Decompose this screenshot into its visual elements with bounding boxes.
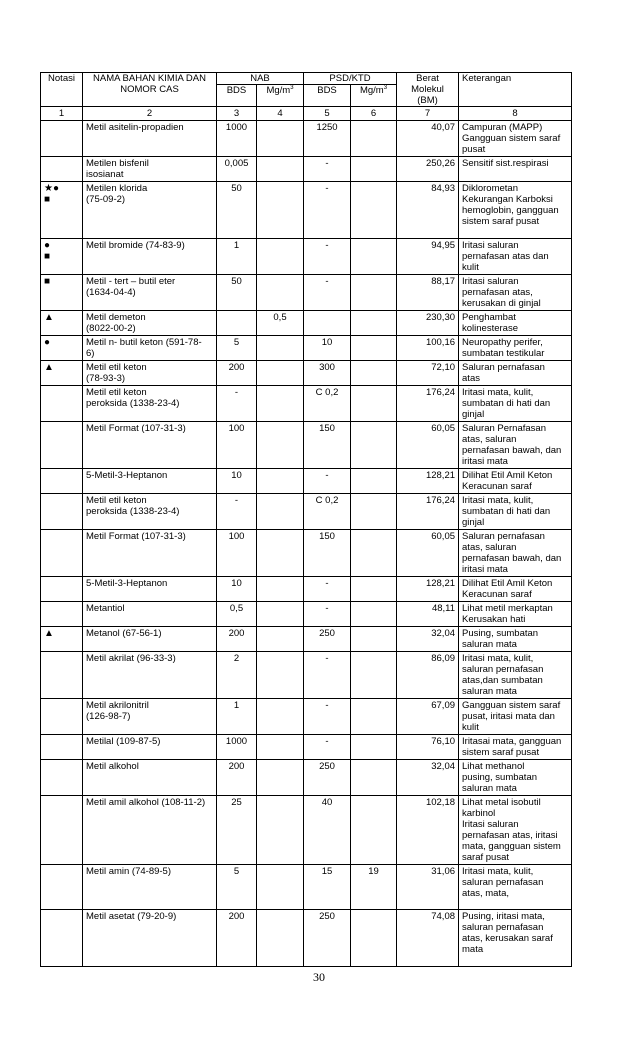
psd-bds-value: - xyxy=(304,182,351,239)
nab-mg-value: 0,5 xyxy=(257,311,304,336)
keterangan-cell: Iritasi mata, kulit, saluran pernafasan atas,dan sumbatan saluran mata xyxy=(459,652,572,699)
chemical-name: Metil alkohol xyxy=(83,760,217,796)
table-row xyxy=(41,627,572,652)
keterangan-cell: Pusing, sumbatan saluran mata xyxy=(459,627,572,652)
chemical-name: Metil Format (107-31-3) xyxy=(83,530,217,577)
nab-mg-value xyxy=(257,386,304,422)
molecular-weight: 94,95 xyxy=(397,239,459,275)
header-psd-mg xyxy=(351,85,397,107)
notasi-cell xyxy=(41,652,83,699)
molecular-weight: 86,09 xyxy=(397,652,459,699)
chemical-name: Metil amil alkohol (108-11-2) xyxy=(83,796,217,865)
psd-mg-value xyxy=(351,530,397,577)
psd-mg-value xyxy=(351,760,397,796)
psd-mg-value xyxy=(351,627,397,652)
keterangan-cell: Diklorometan Kekurangan Karboksi hemoglobin, gangguan sistem saraf pusat xyxy=(459,182,572,239)
nab-bds-value: 200 xyxy=(217,627,257,652)
psd-bds-value: 250 xyxy=(304,627,351,652)
nab-mg-value xyxy=(257,760,304,796)
psd-mg-value xyxy=(351,577,397,602)
chemical-name: Metil - tert – butil eter (1634-04-4) xyxy=(83,275,217,311)
nab-mg-value xyxy=(257,910,304,967)
keterangan-cell: Iritasi mata, kulit, sumbatan di hati dan ginjal xyxy=(459,386,572,422)
notasi-cell xyxy=(41,577,83,602)
header-nama: NAMA BAHAN KIMIA DAN NOMOR CAS xyxy=(83,73,217,107)
chemical-name: 5-Metil-3-Heptanon xyxy=(83,469,217,494)
nab-mg-value xyxy=(257,157,304,182)
table-row xyxy=(41,275,572,311)
nab-bds-value xyxy=(217,311,257,336)
table-row xyxy=(41,577,572,602)
psd-bds-value: - xyxy=(304,157,351,182)
psd-mg-value xyxy=(351,422,397,469)
nab-bds-value: 1 xyxy=(217,239,257,275)
psd-bds-value: 150 xyxy=(304,422,351,469)
header-nab-mg xyxy=(257,85,304,107)
nab-mg-value xyxy=(257,699,304,735)
molecular-weight: 88,17 xyxy=(397,275,459,311)
chemical-name: Metil n- butil keton (591-78- 6) xyxy=(83,336,217,361)
notasi-cell xyxy=(41,796,83,865)
keterangan-cell: Campuran (MAPP) Gangguan sistem saraf pusat xyxy=(459,121,572,157)
nab-mg-value xyxy=(257,494,304,530)
header-nab: NAB xyxy=(217,73,304,85)
notasi-cell xyxy=(41,157,83,182)
notasi-cell xyxy=(41,386,83,422)
molecular-weight: 32,04 xyxy=(397,760,459,796)
keterangan-cell: Dilihat Etil Amil Keton Keracunan saraf xyxy=(459,577,572,602)
nab-mg-value xyxy=(257,577,304,602)
nab-mg-value xyxy=(257,469,304,494)
psd-mg-value xyxy=(351,910,397,967)
notasi-cell: ● xyxy=(41,336,83,361)
psd-mg-value: 19 xyxy=(351,865,397,910)
nab-mg-value xyxy=(257,735,304,760)
psd-mg-value xyxy=(351,494,397,530)
psd-bds-value: 40 xyxy=(304,796,351,865)
notasi-cell: ▲ xyxy=(41,361,83,386)
unit-cube: 3 xyxy=(383,84,388,91)
keterangan-cell: Iritasi mata, kulit, saluran pernafasan atas, mata, xyxy=(459,865,572,910)
chemical-name: Metil Format (107-31-3) xyxy=(83,422,217,469)
unit-mg: Mg/m xyxy=(266,85,291,96)
nab-mg-value xyxy=(257,796,304,865)
notasi-cell xyxy=(41,494,83,530)
nab-bds-value: 10 xyxy=(217,469,257,494)
chemical-name: Metilen klorida (75-09-2) xyxy=(83,182,217,239)
nab-bds-value: 50 xyxy=(217,275,257,311)
header-keterangan: Keterangan xyxy=(459,73,572,107)
molecular-weight: 176,24 xyxy=(397,386,459,422)
keterangan-cell: Pusing, iritasi mata, saluran pernafasan atas, kerusakan saraf mata xyxy=(459,910,572,967)
nab-mg-value xyxy=(257,182,304,239)
notasi-cell: ■ xyxy=(41,275,83,311)
molecular-weight: 32,04 xyxy=(397,627,459,652)
keterangan-cell: Saluran Pernafasan atas, saluran pernafasan bawah, dan iritasi mata xyxy=(459,422,572,469)
keterangan-cell: Sensitif sist.respirasi xyxy=(459,157,572,182)
psd-mg-value xyxy=(351,157,397,182)
table-row xyxy=(41,311,572,336)
psd-mg-value xyxy=(351,121,397,157)
nab-mg-value xyxy=(257,121,304,157)
keterangan-cell: Iritasai mata, gangguan sistem saraf pusat xyxy=(459,735,572,760)
chemical-name: Metil amin (74-89-5) xyxy=(83,865,217,910)
chemical-name: Metil etil keton peroksida (1338-23-4) xyxy=(83,386,217,422)
header-notasi: Notasi xyxy=(41,73,83,107)
molecular-weight: 230,30 xyxy=(397,311,459,336)
psd-mg-value xyxy=(351,239,397,275)
notasi-cell xyxy=(41,865,83,910)
psd-bds-value: - xyxy=(304,602,351,627)
notasi-cell xyxy=(41,121,83,157)
psd-mg-value xyxy=(351,469,397,494)
column-number: 6 xyxy=(351,107,397,121)
nab-mg-value xyxy=(257,602,304,627)
notasi-cell xyxy=(41,530,83,577)
chemical-name: Metil demeton (8022-00-2) xyxy=(83,311,217,336)
nab-bds-value: 50 xyxy=(217,182,257,239)
notasi-cell: ▲ xyxy=(41,627,83,652)
molecular-weight: 128,21 xyxy=(397,577,459,602)
table-row xyxy=(41,796,572,865)
molecular-weight: 72,10 xyxy=(397,361,459,386)
header-nab-bds: BDS xyxy=(217,85,257,107)
keterangan-cell: Dilihat Etil Amil Keton Keracunan saraf xyxy=(459,469,572,494)
header-psd-bds: BDS xyxy=(304,85,351,107)
molecular-weight: 74,08 xyxy=(397,910,459,967)
keterangan-cell: Iritasi mata, kulit, sumbatan di hati dan ginjal xyxy=(459,494,572,530)
notasi-cell xyxy=(41,422,83,469)
psd-bds-value: C 0,2 xyxy=(304,494,351,530)
nab-mg-value xyxy=(257,275,304,311)
chemical-name: Metil asitelin-propadien xyxy=(83,121,217,157)
molecular-weight: 102,18 xyxy=(397,796,459,865)
nab-mg-value xyxy=(257,422,304,469)
molecular-weight: 48,11 xyxy=(397,602,459,627)
nab-bds-value: 1000 xyxy=(217,121,257,157)
nab-bds-value: 200 xyxy=(217,910,257,967)
chemical-name: Metilen bisfenil isosianat xyxy=(83,157,217,182)
nab-bds-value: 0,005 xyxy=(217,157,257,182)
molecular-weight: 128,21 xyxy=(397,469,459,494)
notasi-cell xyxy=(41,699,83,735)
notasi-cell xyxy=(41,760,83,796)
psd-mg-value xyxy=(351,275,397,311)
psd-mg-value xyxy=(351,311,397,336)
chemical-name: Metil akrilat (96-33-3) xyxy=(83,652,217,699)
column-number-row xyxy=(41,107,572,121)
table-row xyxy=(41,652,572,699)
molecular-weight: 250,26 xyxy=(397,157,459,182)
molecular-weight: 100,16 xyxy=(397,336,459,361)
chemical-name: Metantiol xyxy=(83,602,217,627)
psd-bds-value: 1250 xyxy=(304,121,351,157)
molecular-weight: 84,93 xyxy=(397,182,459,239)
keterangan-cell: Penghambat kolinesterase xyxy=(459,311,572,336)
nab-bds-value: 1 xyxy=(217,699,257,735)
molecular-weight: 67,09 xyxy=(397,699,459,735)
chemical-name: Metil etil keton (78-93-3) xyxy=(83,361,217,386)
keterangan-cell: Lihat methanol pusing, sumbatan saluran mata xyxy=(459,760,572,796)
nab-bds-value: 5 xyxy=(217,865,257,910)
chemical-table xyxy=(40,72,572,967)
nab-bds-value: 2 xyxy=(217,652,257,699)
table-body xyxy=(41,107,572,967)
psd-mg-value xyxy=(351,796,397,865)
psd-mg-value xyxy=(351,361,397,386)
table-row xyxy=(41,699,572,735)
psd-mg-value xyxy=(351,602,397,627)
table-row xyxy=(41,865,572,910)
table-row xyxy=(41,494,572,530)
chemical-name: Metil bromide (74-83-9) xyxy=(83,239,217,275)
column-number: 5 xyxy=(304,107,351,121)
header-row xyxy=(41,73,572,85)
nab-bds-value: 1000 xyxy=(217,735,257,760)
psd-bds-value: - xyxy=(304,699,351,735)
psd-mg-value xyxy=(351,336,397,361)
table-row xyxy=(41,121,572,157)
nab-mg-value xyxy=(257,627,304,652)
psd-bds-value: 250 xyxy=(304,760,351,796)
column-number: 8 xyxy=(459,107,572,121)
psd-bds-value: - xyxy=(304,735,351,760)
psd-bds-value: 15 xyxy=(304,865,351,910)
nab-bds-value: 200 xyxy=(217,361,257,386)
notasi-cell: ▲ xyxy=(41,311,83,336)
nab-bds-value: - xyxy=(217,386,257,422)
table-row xyxy=(41,735,572,760)
nab-bds-value: - xyxy=(217,494,257,530)
header-psd: PSD/KTD xyxy=(304,73,397,85)
psd-bds-value: - xyxy=(304,275,351,311)
table-row xyxy=(41,386,572,422)
nab-mg-value xyxy=(257,336,304,361)
page-number: 30 xyxy=(313,970,325,984)
table-row xyxy=(41,469,572,494)
nab-bds-value: 100 xyxy=(217,530,257,577)
chemical-name: Metilal (109-87-5) xyxy=(83,735,217,760)
keterangan-cell: Saluran pernafasan atas xyxy=(459,361,572,386)
table-row xyxy=(41,910,572,967)
unit-mg: Mg/m xyxy=(359,85,384,96)
psd-bds-value: - xyxy=(304,469,351,494)
psd-bds-value: 10 xyxy=(304,336,351,361)
psd-bds-value: - xyxy=(304,652,351,699)
nab-mg-value xyxy=(257,865,304,910)
psd-mg-value xyxy=(351,735,397,760)
notasi-cell: ★● ■ xyxy=(41,182,83,239)
molecular-weight: 76,10 xyxy=(397,735,459,760)
nab-mg-value xyxy=(257,239,304,275)
psd-bds-value: 300 xyxy=(304,361,351,386)
molecular-weight: 31,06 xyxy=(397,865,459,910)
notasi-cell xyxy=(41,735,83,760)
psd-bds-value: 250 xyxy=(304,910,351,967)
chemical-name: Metil etil keton peroksida (1338-23-4) xyxy=(83,494,217,530)
keterangan-cell: Saluran pernafasan atas, saluran pernafasan bawah, dan iritasi mata xyxy=(459,530,572,577)
keterangan-cell: Iritasi saluran pernafasan atas, kerusakan di ginjal xyxy=(459,275,572,311)
table-row xyxy=(41,760,572,796)
psd-bds-value: - xyxy=(304,577,351,602)
column-number: 2 xyxy=(83,107,217,121)
nab-bds-value: 200 xyxy=(217,760,257,796)
column-number: 4 xyxy=(257,107,304,121)
notasi-cell xyxy=(41,602,83,627)
column-number: 1 xyxy=(41,107,83,121)
column-number: 7 xyxy=(397,107,459,121)
table-row xyxy=(41,239,572,275)
molecular-weight: 176,24 xyxy=(397,494,459,530)
table-row xyxy=(41,361,572,386)
keterangan-cell: Gangguan sistem saraf pusat, iritasi mata dan kulit xyxy=(459,699,572,735)
column-number: 3 xyxy=(217,107,257,121)
table-row xyxy=(41,157,572,182)
table-row xyxy=(41,602,572,627)
table-row xyxy=(41,530,572,577)
nab-mg-value xyxy=(257,361,304,386)
nab-mg-value xyxy=(257,652,304,699)
nab-bds-value: 5 xyxy=(217,336,257,361)
chemical-name: Metanol (67-56-1) xyxy=(83,627,217,652)
nab-mg-value xyxy=(257,530,304,577)
molecular-weight: 40,07 xyxy=(397,121,459,157)
notasi-cell xyxy=(41,910,83,967)
psd-mg-value xyxy=(351,652,397,699)
chemical-name: 5-Metil-3-Heptanon xyxy=(83,577,217,602)
chemical-name: Metil asetat (79-20-9) xyxy=(83,910,217,967)
chemical-name: Metil akrilonitril (126-98-7) xyxy=(83,699,217,735)
nab-bds-value: 100 xyxy=(217,422,257,469)
molecular-weight: 60,05 xyxy=(397,422,459,469)
unit-cube: 3 xyxy=(290,84,294,91)
psd-bds-value: - xyxy=(304,239,351,275)
psd-mg-value xyxy=(351,182,397,239)
psd-bds-value: 150 xyxy=(304,530,351,577)
notasi-cell xyxy=(41,469,83,494)
keterangan-cell: Lihat metil merkaptan Kerusakan hati xyxy=(459,602,572,627)
notasi-cell: ● ■ xyxy=(41,239,83,275)
nab-bds-value: 0,5 xyxy=(217,602,257,627)
keterangan-cell: Neuropathy perifer, sumbatan testikular xyxy=(459,336,572,361)
nab-bds-value: 10 xyxy=(217,577,257,602)
table-row xyxy=(41,422,572,469)
keterangan-cell: Lihat metal isobutil karbinol Iritasi saluran pernafasan atas, iritasi mata, gangguan sistem saraf pusat xyxy=(459,796,572,865)
psd-bds-value xyxy=(304,311,351,336)
table-row xyxy=(41,182,572,239)
nab-bds-value: 25 xyxy=(217,796,257,865)
molecular-weight: 60,05 xyxy=(397,530,459,577)
psd-mg-value xyxy=(351,699,397,735)
psd-bds-value: C 0,2 xyxy=(304,386,351,422)
psd-mg-value xyxy=(351,386,397,422)
header-berat: Berat Molekul (BM) xyxy=(397,73,459,107)
keterangan-cell: Iritasi saluran pernafasan atas dan kulit xyxy=(459,239,572,275)
table-row xyxy=(41,336,572,361)
